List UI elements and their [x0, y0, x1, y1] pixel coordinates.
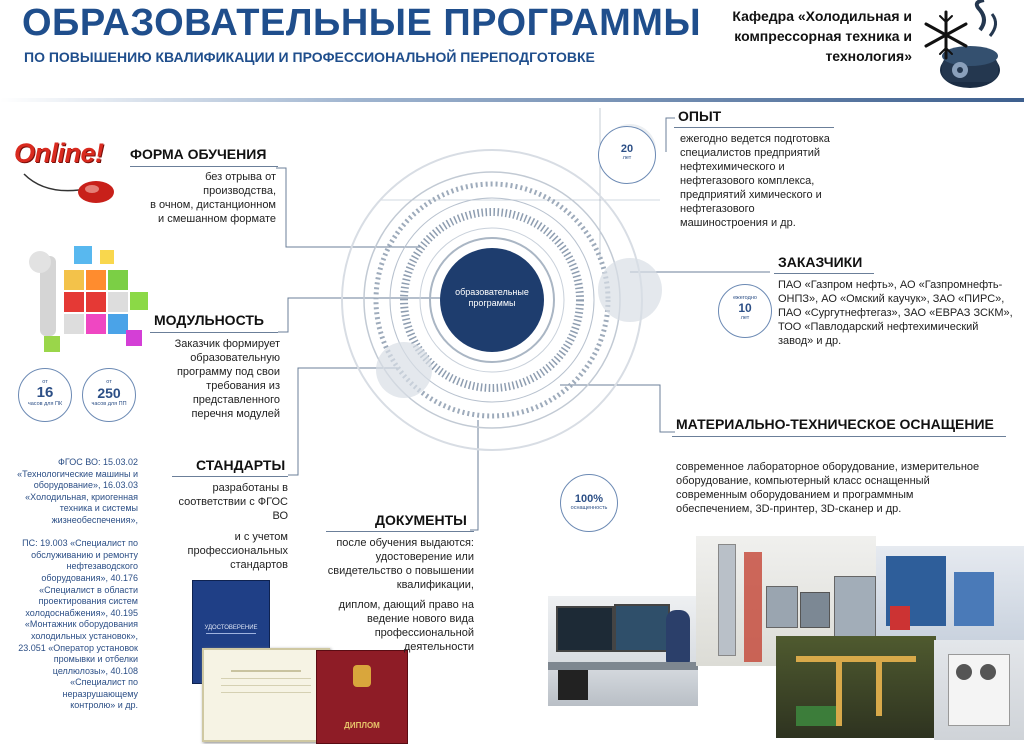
standards-text: разработаны в соответствии с ФГОС ВО и с учетом профессиональных стандартов: [178, 482, 288, 571]
pipes-photo: [776, 636, 936, 738]
modularity-text: Заказчик формирует образовательную программу под свои требования из представленного перечня модулей: [174, 338, 280, 420]
modularity-underline: [150, 332, 278, 333]
customers-text: ПАО «Газпром нефть», АО «Газпромнефть- ОНПЗ», АО «Омский каучук», ЗАО «ПИРС», ПАО «Сургутнефтегаз», ЗАО «ЕВРАЗ ЗСКМ», ТОО «Павлодарский нефтехимический завод» и др.: [778, 279, 1013, 347]
connector-form: [276, 168, 420, 247]
form-text: без отрыва от производства, в очном, дистанционном и смешанном формате: [150, 171, 276, 225]
connector-experience: [666, 118, 675, 152]
experience-title: ОПЫТ: [678, 108, 722, 124]
stat-equipment: 100% оснащенность: [560, 474, 618, 532]
documents-text: после обучения выдаются: удостоверение или свидетельство о повышении квалификации, диплом, дающий право на ведение нового вида профессиональной деятельности: [327, 537, 474, 653]
customers-title: ЗАКАЗЧИКИ: [778, 254, 863, 270]
equipment-text: современное лабораторное оборудование, измерительное оборудование, компьютерный класс оснащенный современным оборудованием и программным обеспечением, 3D-принтер, 3D-сканер и др.: [676, 461, 980, 515]
page-title: ОБРАЗОВАТЕЛЬНЫЕ ПРОГРАММЫ: [22, 2, 702, 44]
compressor-icon: [940, 0, 1000, 88]
modularity-title: МОДУЛЬНОСТЬ: [154, 312, 264, 328]
experience-underline: [674, 127, 834, 128]
diploma-image: ДИПЛОМ: [316, 650, 408, 744]
standards-title: СТАНДАРТЫ: [196, 457, 286, 473]
certificate-document-image: [202, 648, 330, 742]
experience-text: ежегодно ведется подготовка специалистов предприятий нефтехимического и нефтегазового комплекса, предприятий химического и нефтегазового машиностроения и др.: [680, 133, 830, 229]
department-name: Кафедра «Холодильная и компрессорная техника и технология»: [732, 8, 912, 64]
online-illustration: [14, 138, 124, 208]
stat-customers: ежегодно 10 лет: [718, 284, 772, 338]
equipment-cabinet-photo: [934, 640, 1024, 740]
gear-icon: [952, 62, 968, 78]
form-underline: [130, 166, 278, 167]
stat-experience: 20 лет: [598, 126, 656, 184]
equipment-title: МАТЕРИАЛЬНО-ТЕХНИЧЕСКОЕ ОСНАЩЕНИЕ: [676, 416, 994, 432]
documents-title: ДОКУМЕНТЫ: [375, 512, 467, 528]
connector-equipment: [560, 385, 675, 432]
standards-list: ФГОС ВО: 15.03.02 «Технологические машины и оборудование», 16.03.03 «Холодильная, криогенная техника и системы жизнеобеспечения», ПС: 19.003 «Специалист по обслуживанию и ремонту нефтезаводского оборудования», 40.176 «Специалист в области проектирования систем холодоснабжения», 40.195 «Монтажник оборудования холодильных установок», 23.051 «Оператор установок промывки и отбелки целлюлозы», 40.108 «Специалист по неразрушающему контролю» и др.: [17, 457, 138, 711]
online-logo: Online!: [14, 138, 104, 168]
form-title: ФОРМА ОБУЧЕНИЯ: [130, 146, 267, 162]
mouse-icon: [14, 168, 124, 208]
page-subtitle: ПО ПОВЫШЕНИЮ КВАЛИФИКАЦИИ И ПРОФЕССИОНАЛЬНОЙ ПЕРЕПОДГОТОВКЕ: [24, 49, 595, 65]
stat-hours-pk: от 16 часов для ПК: [18, 368, 72, 422]
center-label: образовательные программы: [455, 287, 529, 308]
emblem-icon: [353, 665, 371, 687]
standards-underline: [172, 476, 288, 477]
certificate-image: УДОСТОВЕРЕНИЕ: [192, 580, 270, 684]
computer-class-photo: [548, 596, 698, 706]
stat-hours-pp: от 250 часов для ПП: [82, 368, 136, 422]
customers-underline: [774, 273, 874, 274]
department-logo: [918, 0, 1008, 92]
test-bench-photo: [876, 546, 1024, 642]
documents-underline: [326, 531, 474, 532]
connector-documents: [470, 420, 478, 530]
equipment-underline: [672, 436, 1006, 437]
cube-icon: [14, 240, 154, 365]
